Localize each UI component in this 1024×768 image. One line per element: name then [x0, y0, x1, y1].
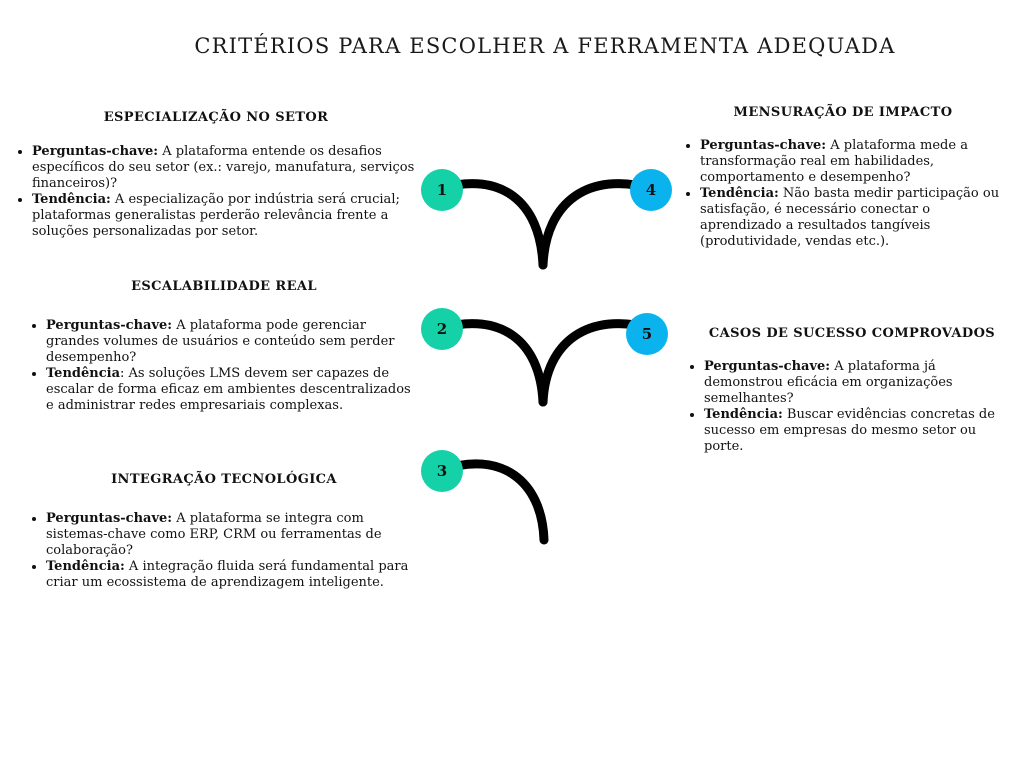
section-heading: CASOS DE SUCESSO COMPROVADOS [708, 326, 996, 341]
bullet-tendencia [46, 366, 420, 414]
section-casos-sucesso [686, 326, 1018, 455]
step-badge-3 [421, 450, 463, 492]
section-bullets [682, 138, 1004, 250]
bullet-perguntas [46, 511, 420, 559]
bullet-text: A plataforma mede a transformação real em habilidades, comportamento e desempenho? [700, 138, 968, 185]
section-bullets [28, 318, 420, 414]
bullet-text: A plataforma pode gerenciar grandes volumes de usuários e conteúdo sem perder desempenho? [46, 318, 395, 365]
section-heading: INTEGRAÇÃO TECNOLÓGICA [111, 472, 337, 487]
bullet-tendencia [700, 186, 1004, 250]
step-number-5: 5 [641, 325, 653, 343]
bullet-label: Perguntas-chave: [704, 359, 831, 374]
bullet-text: A plataforma se integra com sistemas-chave como ERP, CRM ou ferramentas de colaboração? [46, 511, 382, 558]
bullet-label: Tendência: [46, 559, 125, 574]
bullet-text: A plataforma entende os desafios específicos do seu setor (ex.: varejo, manufatura, serviços financeiros)? [32, 144, 415, 191]
section-heading: ESPECIALIZAÇÃO NO SETOR [103, 110, 329, 125]
section-mensuracao [682, 105, 1004, 250]
bullet-text: Não basta medir participação ou satisfação, é necessário conectar o aprendizado a resultados tangíveis (produtividade, vendas etc.). [700, 186, 1000, 249]
section-integracao [28, 472, 420, 591]
bullet-text: : As soluções LMS devem ser capazes de escalar de forma eficaz em ambientes descentralizados e administrar redes empresariais complexas. [46, 366, 411, 413]
step-number-3: 3 [436, 462, 448, 480]
step-badge-4 [630, 169, 672, 211]
bullet-text: A especialização por indústria será crucial; plataformas generalistas perderão relevância frente a soluções personalizadas por setor. [32, 192, 400, 239]
step-badge-1 [421, 169, 463, 211]
bullet-perguntas [46, 318, 420, 366]
step-number-1: 1 [436, 181, 448, 199]
bullet-label: Tendência [46, 366, 120, 381]
section-especializacao [14, 110, 418, 240]
bullet-tendencia [32, 192, 418, 240]
section-bullets [28, 511, 420, 591]
bullet-perguntas [32, 144, 418, 192]
step-badge-5 [626, 313, 668, 355]
bullet-label: Perguntas-chave: [46, 318, 173, 333]
bullet-label: Tendência: [32, 192, 111, 207]
bullet-text: A integração fluida será fundamental para criar um ecossistema de aprendizagem inteligente. [46, 559, 409, 590]
bullet-label: Perguntas-chave: [46, 511, 173, 526]
step-number-2: 2 [436, 320, 448, 338]
bullet-label: Perguntas-chave: [32, 144, 159, 159]
bullet-text: A plataforma já demonstrou eficácia em organizações semelhantes? [704, 359, 953, 406]
bullet-label: Tendência: [704, 407, 783, 422]
bullet-label: Perguntas-chave: [700, 138, 827, 153]
section-bullets [686, 359, 1018, 455]
bullet-tendencia [704, 407, 1018, 455]
section-heading: ESCALABILIDADE REAL [131, 279, 317, 294]
section-escalabilidade [28, 279, 420, 414]
page-title: CRITÉRIOS PARA ESCOLHER A FERRAMENTA ADEQUADA [194, 34, 896, 58]
section-heading: MENSURAÇÃO DE IMPACTO [733, 105, 953, 120]
bullet-perguntas [704, 359, 1018, 407]
bullet-label: Tendência: [700, 186, 779, 201]
bullet-text: Buscar evidências concretas de sucesso em empresas do mesmo setor ou porte. [704, 407, 995, 454]
section-bullets [14, 144, 418, 240]
step-number-4: 4 [645, 181, 657, 199]
bullet-perguntas [700, 138, 1004, 186]
step-badge-2 [421, 308, 463, 350]
bullet-tendencia [46, 559, 420, 591]
